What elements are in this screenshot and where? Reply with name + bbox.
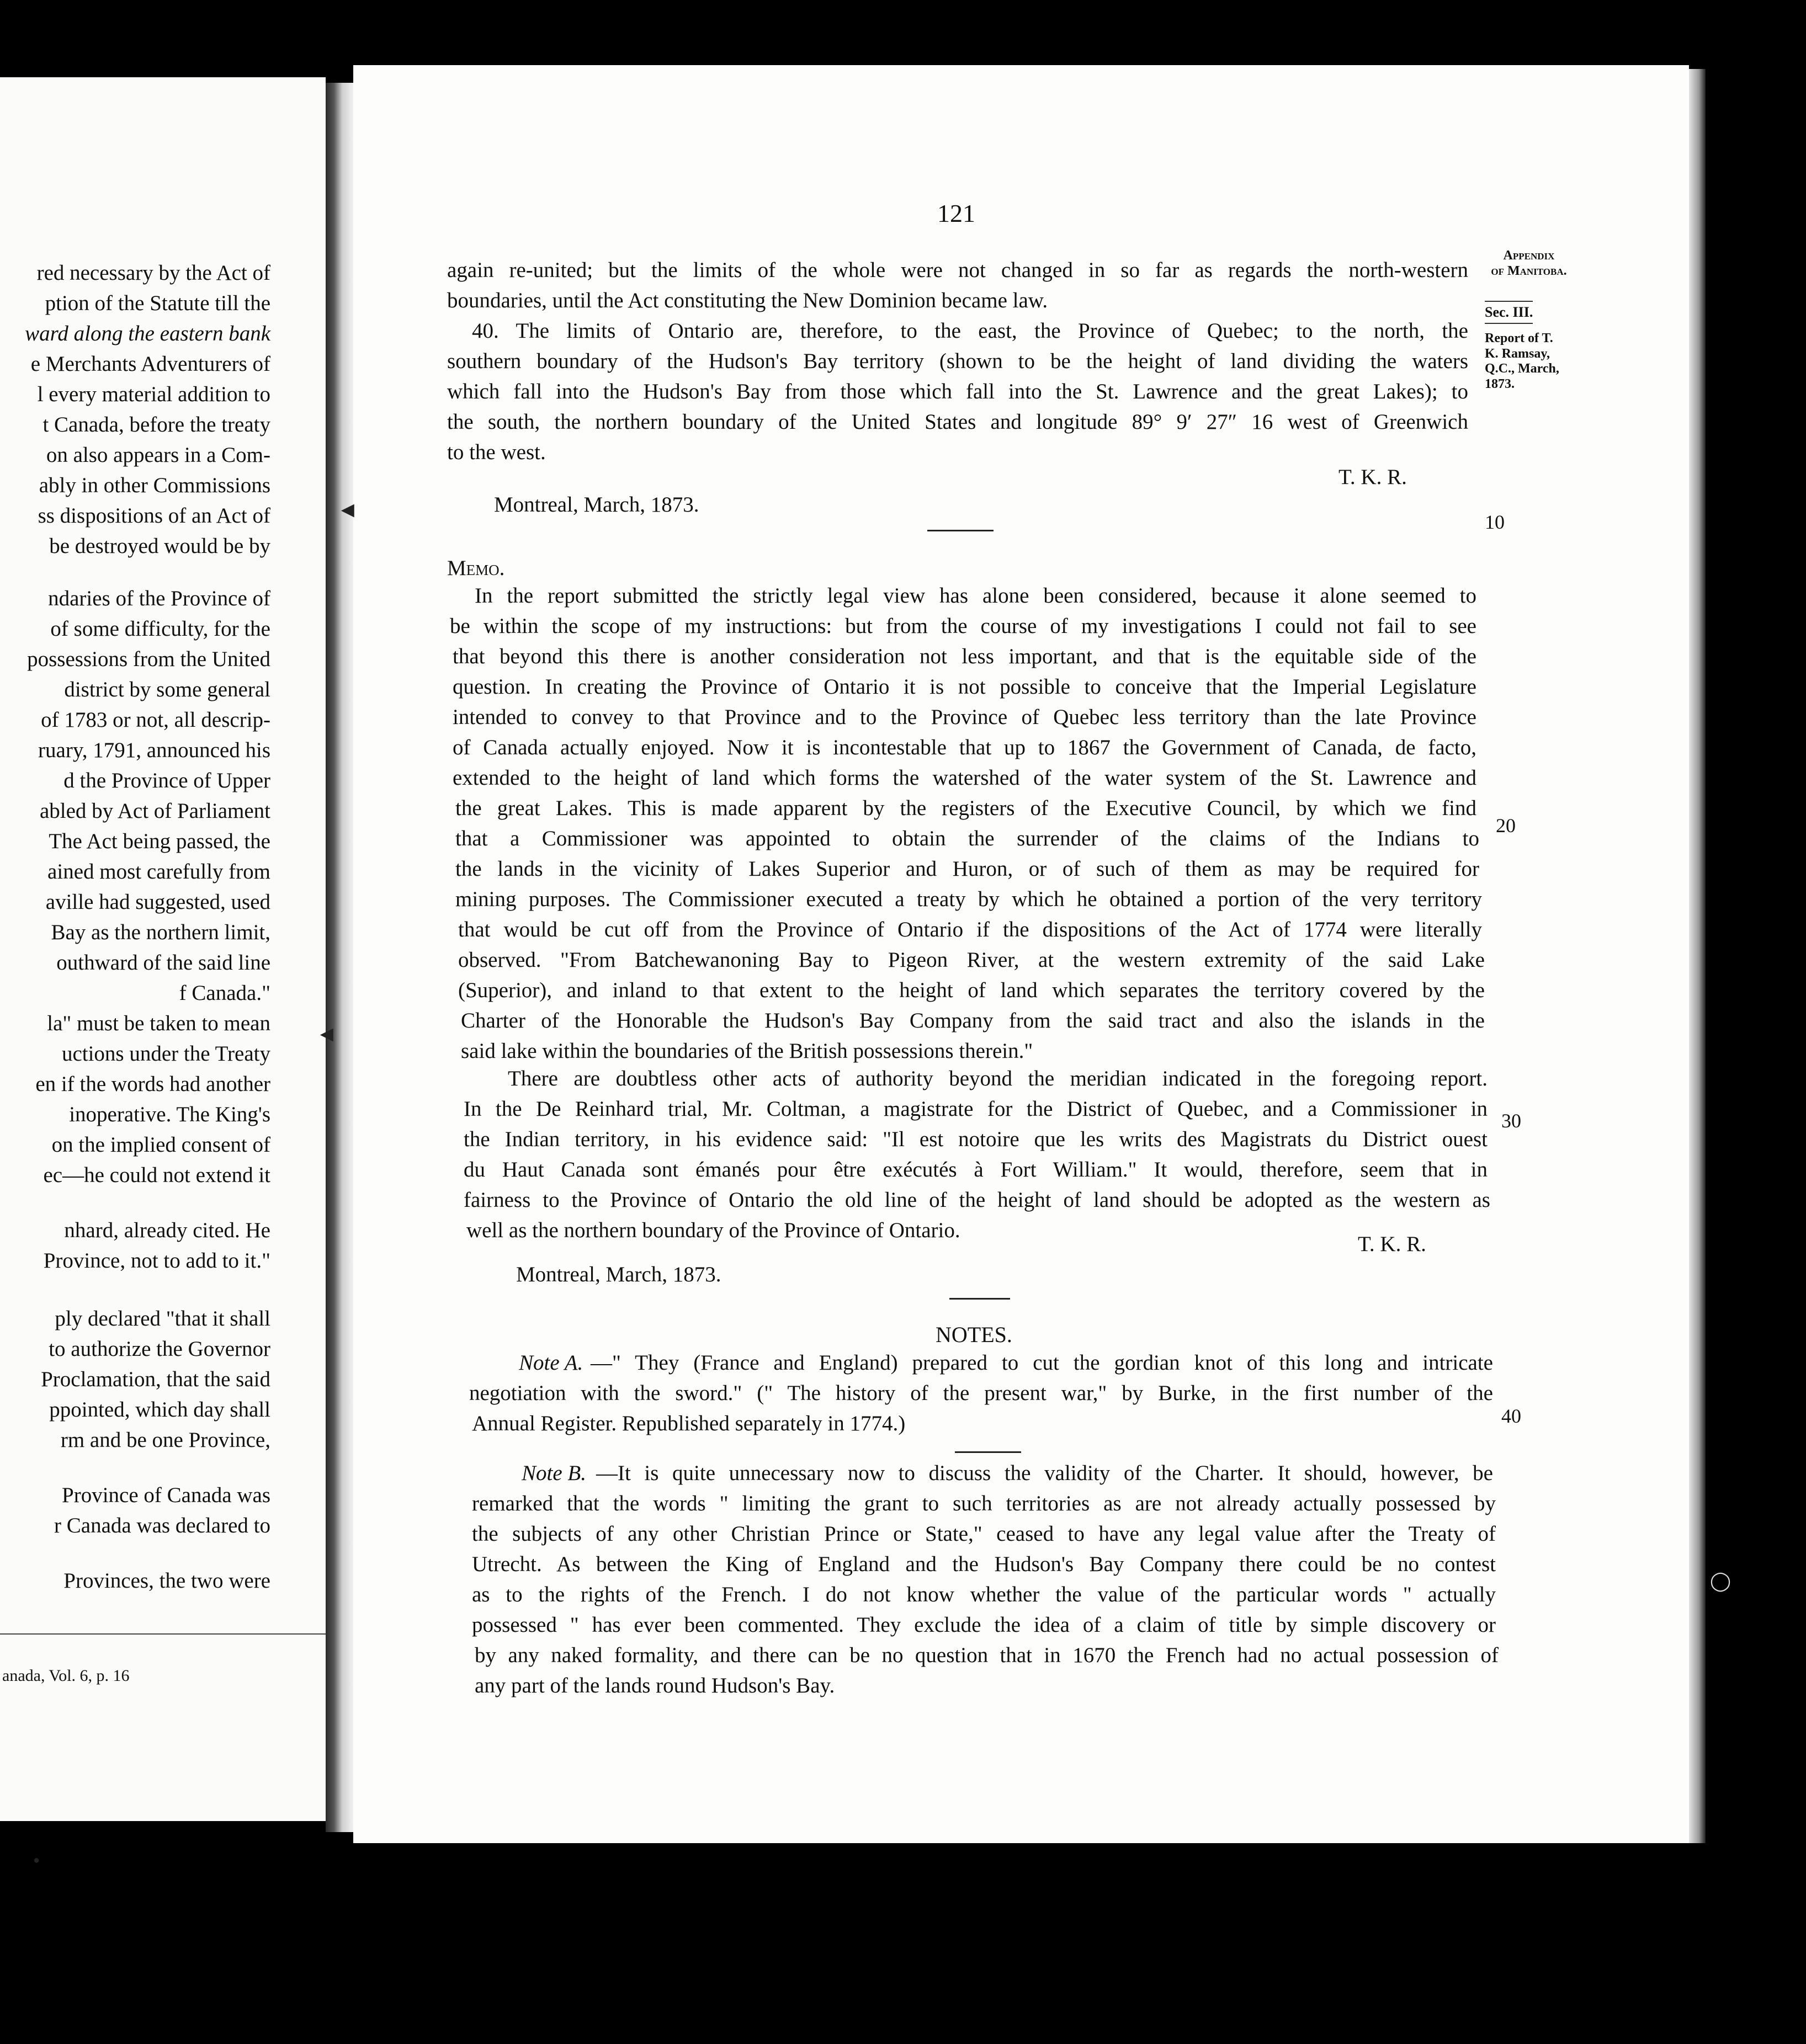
note-b-label: Note B. xyxy=(522,1461,586,1485)
report-line: 40. The limits of Ontario are, therefore, to the east, the Province of Quebec; to the north, the xyxy=(472,319,1468,343)
memo-line: question. In creating the Province of Ontario it is not possible to conceive that the Imperial Legislature xyxy=(453,675,1476,699)
memo-line: intended to convey to that Province and to the Province of Quebec less territory than the late Province xyxy=(453,705,1476,729)
memo-line: (Superior), and inland to that extent to the height of land which separates the territory covered by the xyxy=(458,978,1485,1002)
left-text-line: Provinces, the two were xyxy=(63,1569,270,1593)
margin-note-line: 1873. xyxy=(1485,376,1515,391)
memo-line: mining purposes. The Commissioner executed a treaty by which he obtained a portion of the very territory xyxy=(455,887,1482,911)
margin-note-appendix xyxy=(1485,248,1573,279)
left-text-line: t Canada, before the treaty xyxy=(43,413,270,437)
signature: T. K. R. xyxy=(1358,1232,1426,1256)
line-number: 20 xyxy=(1496,815,1516,837)
memo-line: Charter of the Honorable the Hudson's Bay Company from the said tract and also the islands in the xyxy=(461,1009,1485,1032)
note-b-line: any part of the lands round Hudson's Bay. xyxy=(475,1674,835,1697)
left-text-line: Province of Canada was xyxy=(62,1483,270,1507)
note-b-line: by any naked formality, and there can be no question that in 1670 the French had no actual possession of xyxy=(475,1643,1499,1667)
report-line: again re-united; but the limits of the whole were not changed in so far as regards the north-western xyxy=(447,258,1468,282)
margin-note-line: Report of T. xyxy=(1485,331,1553,345)
left-text-line: district by some general xyxy=(64,678,270,701)
left-text-line: ec—he could not extend it xyxy=(43,1163,270,1187)
left-text-line: ndaries of the Province of xyxy=(48,587,270,610)
note-a-line: Annual Register. Republished separately in 1774.) xyxy=(472,1412,906,1435)
memo-line: In the De Reinhard trial, Mr. Coltman, a magistrate for the District of Quebec, and a Commissioner in xyxy=(464,1097,1488,1121)
book-gutter xyxy=(326,83,353,1832)
arrow-mark-icon: ◄ xyxy=(316,1021,338,1046)
left-text-line: Province, not to add to it." xyxy=(43,1249,270,1273)
margin-note-line: Q.C., March, xyxy=(1485,361,1559,376)
note-a-line: negotiation with the sword." (" The history of the present war," by Burke, in the first number of the xyxy=(469,1381,1493,1405)
memo-line: of Canada actually enjoyed. Now it is incontestable that up to 1867 the Government of Canada, de facto, xyxy=(453,736,1476,759)
page-number: 121 xyxy=(937,199,975,227)
note-b-line: possessed " has ever been commented. They exclude the idea of a claim of title by simple discovery or xyxy=(472,1613,1496,1637)
note-b-line: —It is quite unnecessary now to discuss the validity of the Charter. It should, however, be xyxy=(596,1461,1493,1485)
memo-line: be within the scope of my instructions: but from the course of my investigations I could not fail to see xyxy=(450,614,1476,638)
report-line: to the west. xyxy=(447,440,546,464)
left-text-line: d the Province of Upper xyxy=(63,769,270,792)
memo-heading: Memo. xyxy=(447,556,505,580)
left-text-line: to authorize the Governor xyxy=(49,1337,270,1361)
left-text-line: uctions under the Treaty xyxy=(61,1042,270,1066)
memo-line: fairness to the Province of Ontario the old line of the height of land should be adopted as the western as xyxy=(464,1188,1490,1212)
left-text-line: aville had suggested, used xyxy=(45,890,270,914)
margin-note-report xyxy=(1485,331,1559,392)
memo-line: extended to the height of land which forms the watershed of the water system of the St. Lawrence and xyxy=(453,766,1476,790)
left-text-line: ss dispositions of an Act of xyxy=(38,504,270,528)
margin-note-line: of Manitoba. xyxy=(1491,263,1567,278)
notes-heading: NOTES. xyxy=(936,1322,1012,1347)
left-text-line: rm and be one Province, xyxy=(60,1428,270,1452)
report-line: the south, the northern boundary of the United States and longitude 89° 9′ 27″ 16 west of Greenwich xyxy=(447,410,1468,434)
left-text-line: en if the words had another xyxy=(35,1072,270,1096)
margin-note-line: K. Ramsay, xyxy=(1485,346,1550,361)
memo-line: that a Commissioner was appointed to obtain the surrender of the claims of the Indians to xyxy=(455,827,1479,850)
left-text-line: la" must be taken to mean xyxy=(47,1012,270,1035)
memo-line: said lake within the boundaries of the British possessions therein." xyxy=(461,1039,1033,1063)
section-divider xyxy=(949,1298,1010,1300)
left-text-line: of 1783 or not, all descrip- xyxy=(41,708,270,732)
footnote-rule xyxy=(0,1633,326,1635)
left-page xyxy=(0,77,326,1866)
arrow-mark-icon: ◄ xyxy=(337,497,359,522)
left-text-line: ained most carefully from xyxy=(47,860,270,883)
note-b-line: Utrecht. As between the King of England and the Hudson's Bay Company there could be no contest xyxy=(472,1552,1496,1576)
left-text-line: outhward of the said line xyxy=(56,951,270,975)
section-divider xyxy=(955,1451,1021,1453)
left-text-line: inoperative. The King's xyxy=(69,1103,270,1126)
left-text-line: The Act being passed, the xyxy=(49,829,270,853)
left-text-line: nhard, already cited. He xyxy=(64,1218,270,1242)
section-divider xyxy=(927,530,994,531)
memo-line: well as the northern boundary of the Province of Ontario. xyxy=(466,1218,960,1242)
margin-note-line: Appendix xyxy=(1503,248,1555,263)
place-date: Montreal, March, 1873. xyxy=(516,1263,721,1286)
left-text-line: Bay as the northern limit, xyxy=(51,920,270,944)
left-text-line: e Merchants Adventurers of xyxy=(30,352,270,376)
signature: T. K. R. xyxy=(1338,465,1407,489)
left-text-line: abled by Act of Parliament xyxy=(39,799,270,823)
memo-line: the Indian territory, in his evidence said: "Il est notoire que les writs des Magistrats du District ouest xyxy=(464,1127,1488,1151)
line-number: 10 xyxy=(1485,511,1505,533)
memo-line: In the report submitted the strictly legal view has alone been considered, because it alone seemed to xyxy=(475,584,1476,608)
ink-dot: ● xyxy=(33,1854,40,1866)
report-line: which fall into the Hudson's Bay from those which fall into the St. Lawrence and the great Lakes); to xyxy=(447,380,1468,403)
memo-line: There are doubtless other acts of authority beyond the meridian indicated in the foregoing report. xyxy=(508,1067,1488,1090)
line-number: 30 xyxy=(1501,1110,1521,1132)
memo-line: that would be cut off from the Province of Ontario if the dispositions of the Act of 1774 were literally xyxy=(458,918,1482,941)
left-text-line: l every material addition to xyxy=(37,382,270,406)
memo-line: du Haut Canada sont émanés pour être exécutés à Fort William." It would, therefore, seem that in xyxy=(464,1158,1488,1181)
left-text-line: r Canada was declared to xyxy=(54,1514,270,1537)
left-text-line: ably in other Commissions xyxy=(39,473,270,497)
memo-line: the great Lakes. This is made apparent by the registers of the Executive Council, by which we find xyxy=(455,796,1476,820)
memo-line: observed. "From Batchewanoning Bay to Pigeon River, at the western extremity of the said Lake xyxy=(458,948,1485,972)
note-a-line: —" They (France and England) prepared to cut the gordian knot of this long and intricate xyxy=(591,1351,1493,1375)
left-text-line: on the implied consent of xyxy=(51,1133,270,1157)
left-text-line: possessions from the United xyxy=(27,647,270,671)
left-text-line: ruary, 1791, announced his xyxy=(38,738,270,762)
left-text-line: red necessary by the Act of xyxy=(36,261,270,285)
left-text-line: ply declared "that it shall xyxy=(55,1307,270,1330)
margin-note-section: Sec. III. xyxy=(1485,301,1533,324)
report-line: boundaries, until the Act constituting the New Dominion became law. xyxy=(447,289,1048,312)
left-text-line: Proclamation, that the said xyxy=(41,1367,270,1391)
memo-line: that beyond this there is another consideration not less important, and that is the equitable side of the xyxy=(453,645,1476,668)
left-text-line: ppointed, which day shall xyxy=(49,1398,270,1422)
left-text-line: be destroyed would be by xyxy=(49,534,270,558)
left-text-line: f Canada." xyxy=(179,981,270,1005)
memo-line: the lands in the vicinity of Lakes Superior and Huron, or of such of them as may be required for xyxy=(455,857,1479,881)
scan-mark-icon: ◯ xyxy=(1710,1571,1731,1591)
note-b-line: as to the rights of the French. I do not know whether the value of the particular words " actually xyxy=(472,1583,1496,1606)
left-text-line: on also appears in a Com- xyxy=(46,443,270,467)
note-b-line: remarked that the words " limiting the grant to such territories as are not already actually possessed by xyxy=(472,1492,1496,1515)
page-edge xyxy=(1689,69,1706,1843)
left-text-line: ption of the Statute till the xyxy=(45,291,270,315)
left-text-line: of some difficulty, for the xyxy=(50,617,270,641)
report-line: southern boundary of the Hudson's Bay territory (shown to be the height of land dividing the waters xyxy=(447,349,1468,373)
place-date: Montreal, March, 1873. xyxy=(494,493,699,517)
left-text-line: ward along the eastern bank xyxy=(25,322,270,345)
line-number: 40 xyxy=(1501,1405,1521,1427)
left-footnote: anada, Vol. 6, p. 16 xyxy=(2,1667,130,1685)
note-b-line: the subjects of any other Christian Prince or State," ceased to have any legal value after the Treaty of xyxy=(472,1522,1496,1546)
note-a-label: Note A. xyxy=(519,1351,583,1375)
